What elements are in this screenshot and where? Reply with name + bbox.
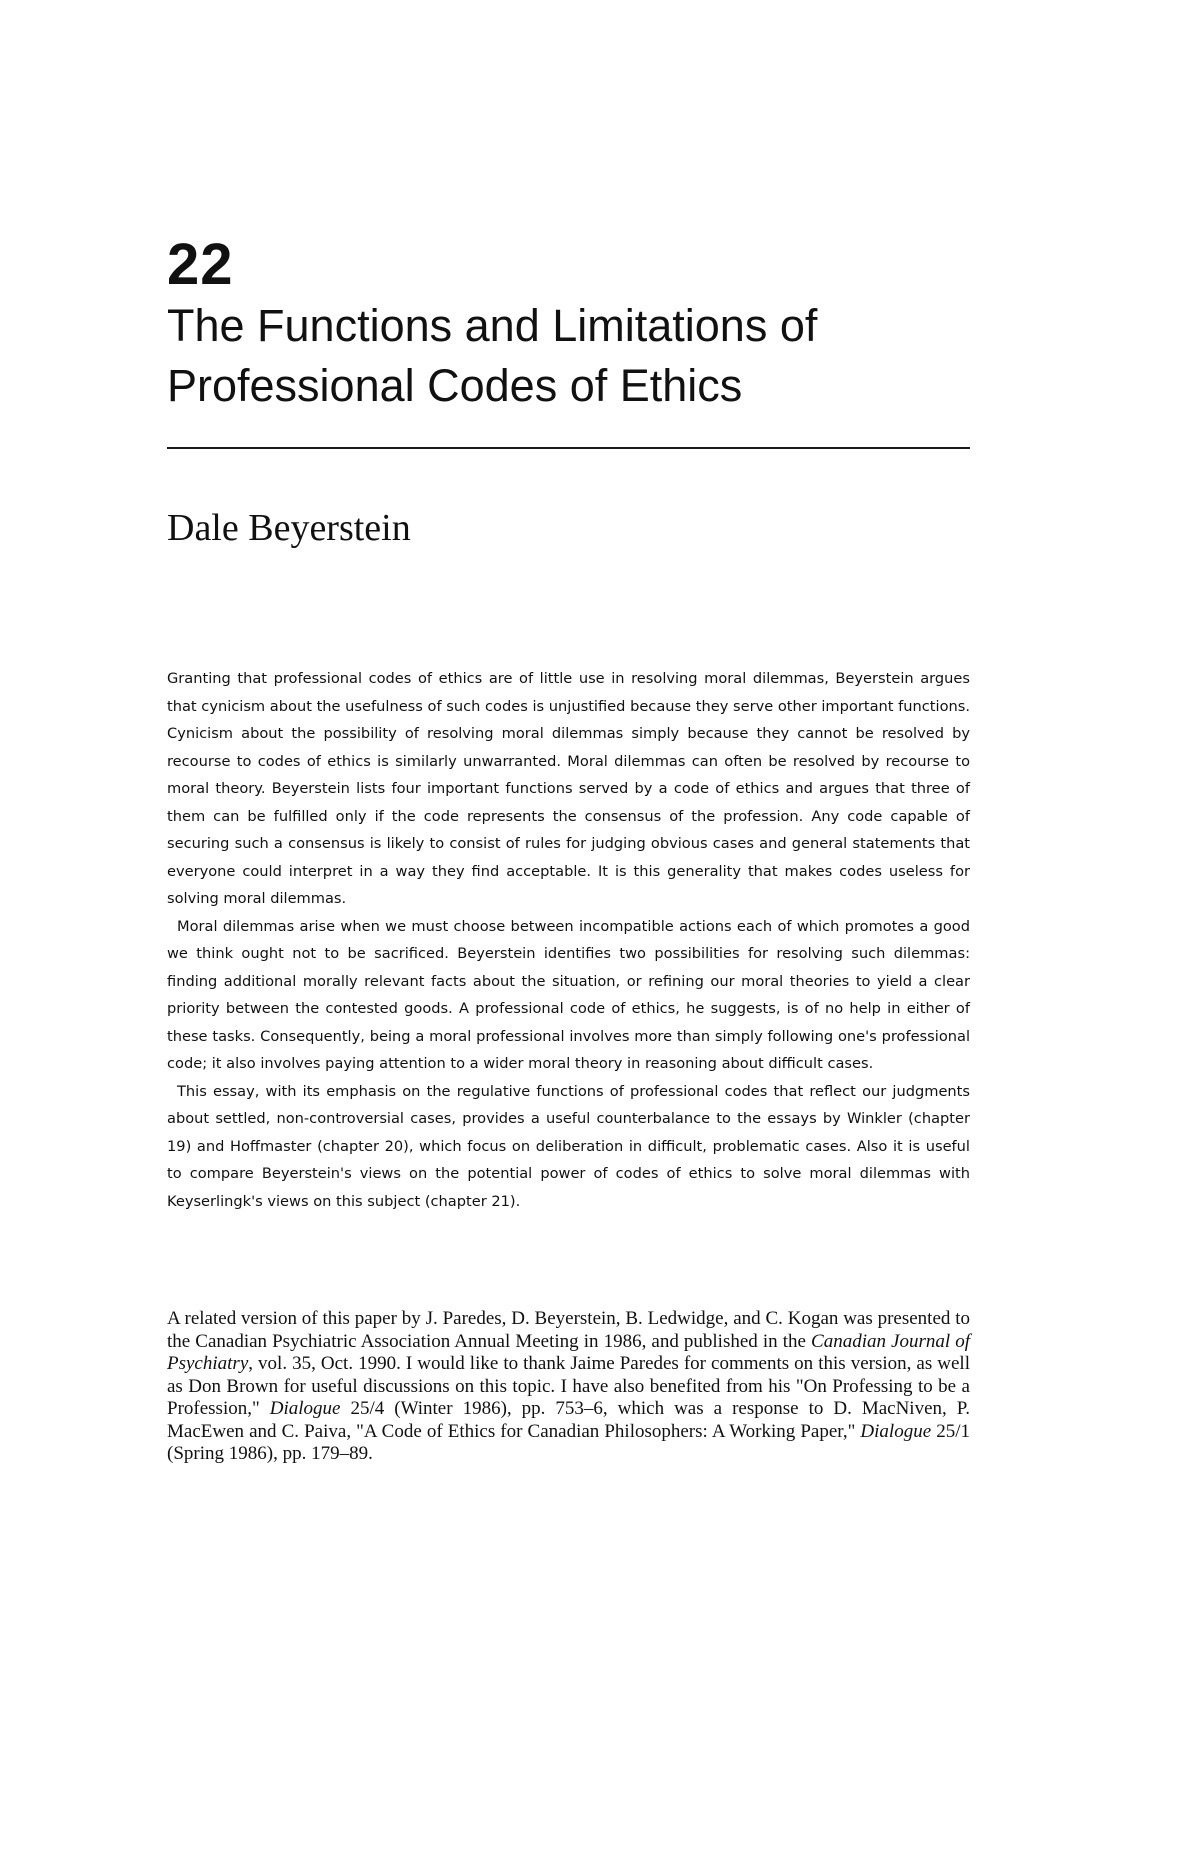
chapter-abstract <box>167 665 970 1215</box>
author-name: Dale Beyerstein <box>167 507 411 549</box>
chapter-title: The Functions and Limitations of Professional Codes of Ethics <box>167 300 818 411</box>
source-footnote <box>167 1308 970 1466</box>
footnote-text: A related version of this paper by J. Paredes, D. Beyerstein, B. Ledwidge, and C. Kogan was presented to the Canadian Psychiatric Association Annual Meeting in 1986, and published in the <box>167 1308 970 1352</box>
footnote-text: 25/1 (Spring 1986), pp. 179–89. <box>167 1420 970 1464</box>
chapter-number: 22 <box>167 232 234 297</box>
journal-title: Canadian Journal of Psychiatry <box>167 1330 971 1374</box>
footnote-text: , vol. 35, Oct. 1990. I would like to thank Jaime Paredes for comments on this version, as well as Don Brown for useful discussions on this topic. I have also benefited from his "On Professing to be a Profession," <box>167 1353 970 1419</box>
journal-title: Dialogue <box>269 1398 341 1419</box>
abstract-paragraph: Moral dilemmas arise when we must choose between incompatible actions each of which promotes a good we think ought not to be sacrificed. Beyerstein identifies two possibilities for resolving such dilemmas: finding additional morally relevant facts about the situation, or refining our moral theories to yield a clear priority between the contested goods. A professional code of ethics, he suggests, is of no help in either of these tasks. Consequently, being a moral professional involves more than simply following one's professional code; it also involves paying attention to a wider moral theory in reasoning about difficult cases. <box>167 917 970 1072</box>
footnote-text: 25/4 (Winter 1986), pp. 753–6, which was a response to D. MacNiven, P. MacEwen and C. Paiva, "A Code of Ethics for Canadian Philosophers: A Working Paper," <box>167 1398 970 1442</box>
journal-title: Dialogue <box>860 1420 932 1442</box>
abstract-paragraph: Granting that professional codes of ethics are of little use in resolving moral dilemmas, Beyerstein argues that cynicism about the usefulness of such codes is unjustified because they serve other important functions. Cynicism about the possibility of resolving moral dilemmas simply because they cannot be resolved by recourse to codes of ethics is similarly unwarranted. Moral dilemmas can often be resolved by recourse to moral theory. Beyerstein lists four important functions served by a code of ethics and argues that three of them can be fulfilled only if the code represents the consensus of the profession. Any code capable of securing such a consensus is likely to consist of rules for judging obvious cases and general statements that everyone could interpret in a way they find acceptable. It is this generality that makes codes useless for solving moral dilemmas. <box>167 670 970 907</box>
abstract-paragraph: This essay, with its emphasis on the regulative functions of professional codes that reflect our judgments about settled, non-controversial cases, provides a useful counterbalance to the essays by Winkler (chapter 19) and Hoffmaster (chapter 20), which focus on deliberation in difficult, problematic cases. Also it is useful to compare Beyerstein's views on the potential power of codes of ethics to solve moral dilemmas with Keyserlingk's views on this subject (chapter 21). <box>167 1082 970 1210</box>
title-divider <box>167 447 970 449</box>
